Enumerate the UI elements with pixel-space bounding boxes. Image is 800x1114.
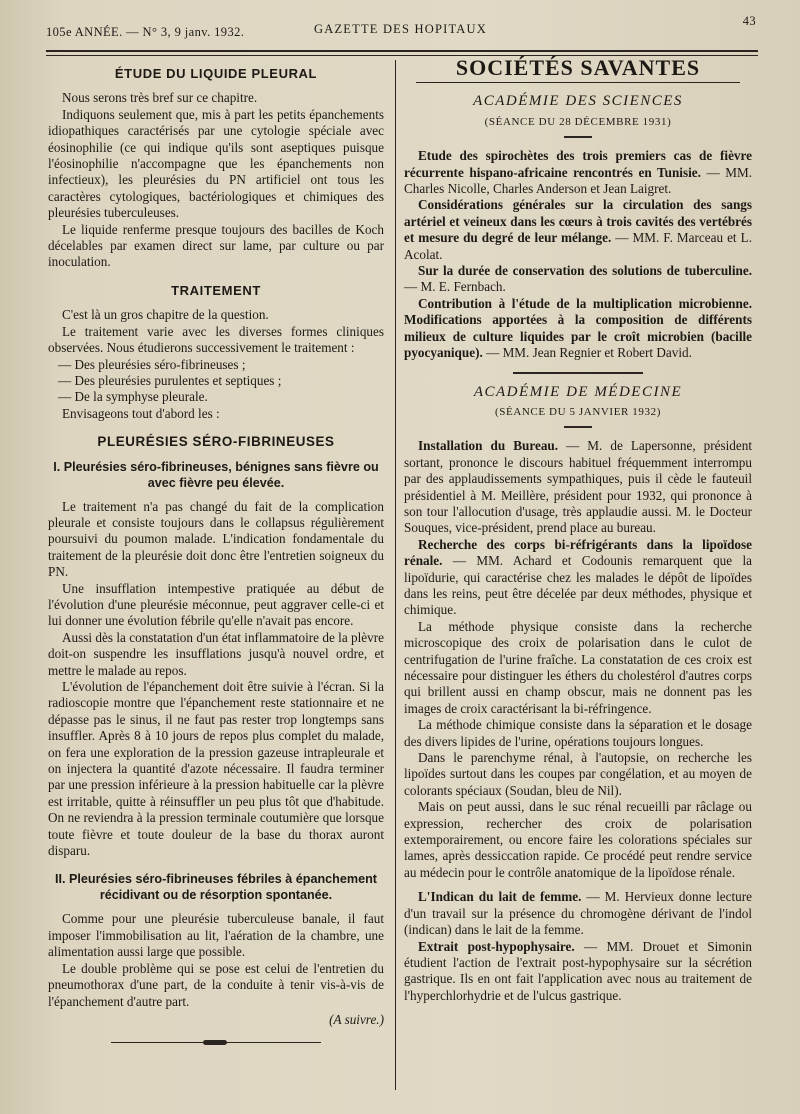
- societes-title: SOCIÉTÉS SAVANTES: [455, 55, 701, 80]
- paragraph: La méthode physique consiste dans la recherche microscopique des croix de polarisation dans le culot de centrifugation de l'urine fraîche. La constatation de ces croix est nécessaire pour distinguer les éthers du cholestérol d'autres corps qui brillent aussi en champ obscur, mais ne donnent pas les images de croix caractérisant la bi-réfringence.: [404, 618, 752, 716]
- left-column: [48, 60, 384, 1043]
- paragraph: Dans le parenchyme rénal, à l'autopsie, on recherche les lipoïdes surtout dans les coupes par congélation, et au moyen de colorants spéciaux (Soudan, bleu de Nil).: [404, 750, 752, 798]
- subsection-title-1: I. Pleurésies séro-fibrineuses, bénignes sans fièvre ou avec fièvre peu élevée.: [53, 459, 379, 490]
- entry-title: Etude des spirochètes des trois premiers cas de fièvre récurrente hispano-africaine rencontrés en Tunisie.: [404, 148, 752, 180]
- paragraph: L'évolution de l'épanchement doit être suivie à l'écran. Si la radioscopie montre que l'épanchement reste stationnaire et ne dépasse pas le sinus, il ne faut pas rester trop longtemps sans insuffler. Après 8 à 10 jours de repos plus complet du malade, on fera une exploration de la pression gazeuse intrapleurale et on injectera la quantité d'azote nécessaire. Il faudra terminer par une pression inférieure à la pression habituelle car la plèvre est irritable, quitte à réinsuffler un peu plus tôt que d'habitude. On ne reviendra à la pression terminale coutumière que lorsque toute fièvre et toute douleur de la base du thorax auront disparu.: [48, 679, 384, 859]
- entry-title: Installation du Bureau.: [418, 438, 559, 454]
- right-column: [404, 55, 752, 1004]
- report-entry: [404, 889, 752, 938]
- entry-body: — M. Hervieux donne lecture d'un travail sur la présence du chromogène dérivant de l'indol (indican) dans le lait de la femme.: [404, 889, 752, 938]
- report-entry: [404, 263, 752, 296]
- list-item: — De la symphyse pleurale.: [58, 389, 208, 405]
- treatment-list: [48, 357, 384, 406]
- session-date-1: (SÉANCE DU 28 DÉCEMBRE 1931): [484, 115, 672, 128]
- paragraph: Aussi dès la constatation d'un état inflammatoire de la plèvre doit-on suspendre les insufflations jusqu'à nouvel ordre, et mettre le malade au repos.: [48, 629, 384, 678]
- running-head: [46, 12, 756, 38]
- list-item: — Des pleurésies séro-fibrineuses ;: [58, 356, 246, 372]
- paragraph: Le liquide renferme presque toujours des bacilles de Koch décelables par examen direct sur lame, par culture ou par inoculation.: [48, 221, 384, 270]
- entry-title: L'Indican du lait de femme.: [418, 889, 582, 905]
- short-rule: [564, 136, 592, 138]
- paragraph: C'est là un gros chapitre de la question.: [62, 307, 269, 323]
- entry-title: Contribution à l'étude de la multiplication microbienne. Modifications apportées à la composition de différents milieux de culture liquides par le croît microbien (bacille pyocyanique).: [404, 295, 752, 361]
- report-entry: [404, 438, 752, 536]
- report-entry: [404, 296, 752, 362]
- report-entry: [404, 939, 752, 1005]
- entry-authors: — MM. Charles Nicolle, Charles Anderson et Jean Laigret.: [404, 164, 752, 197]
- issue-info: 105e ANNÉE. — N° 3, 9 janv. 1932.: [46, 25, 245, 39]
- entry-title: Sur la durée de conservation des solutions de tuberculine.: [418, 263, 752, 279]
- paragraph: Mais on peut aussi, dans le suc rénal recueilli par râclage ou expression, rechercher des croix de polarisation extemporairement, ou encore faire les colorations spéciales sur lames, après dessiccation rapide. Ce procédé peut rendre service au médecin pour le contrôle anatomique de la lipoïdose rénale.: [404, 799, 752, 880]
- report-entry: [404, 148, 752, 197]
- paragraph: Le traitement varie avec les diverses formes cliniques observées. Nous étudierons successivement le traitement :: [48, 323, 384, 356]
- entry-body: — M. de Lapersonne, président sortant, prononce le discours habituel fréquemment interrompu par des applaudissements sympathiques, puis il cède le fauteuil présidentiel à M. Meillère, président pour 1932, qui prononce à son tour l'allocution d'usage, très applaudie aussi. M. le Docteur Souques, vice-président, prend place au bureau.: [404, 438, 752, 536]
- column-divider: [395, 60, 396, 1090]
- subsection-title-2: II. Pleurésies séro-fibrineuses fébriles à épanchement récidivant ou de résorption spontanée.: [55, 872, 377, 903]
- section-title-traitement: TRAITEMENT: [171, 282, 261, 298]
- paragraph: Comme pour une pleurésie tuberculeuse banale, il faut imposer l'immobilisation au lit, l'aération de la chambre, une alimentation aussi large que possible.: [48, 911, 384, 960]
- end-ornament: [111, 1042, 321, 1043]
- journal-title: GAZETTE DES HOPITAUX: [314, 22, 487, 36]
- academy-medecine-heading: ACADÉMIE DE MÉDECINE: [473, 383, 683, 400]
- paragraph: Envisageons tout d'abord les :: [62, 405, 220, 421]
- entry-title: Extrait post-hypophysaire.: [418, 938, 575, 954]
- entry-authors: — MM. Jean Regnier et Robert David.: [482, 345, 692, 361]
- page-number: 43: [742, 14, 756, 28]
- continued-note: (A suivre.): [329, 1011, 384, 1027]
- section-title-sero: PLEURÉSIES SÉRO-FIBRINEUSES: [97, 434, 335, 450]
- section-title-liquide: ÉTUDE DU LIQUIDE PLEURAL: [114, 66, 318, 81]
- entry-authors: — M. E. Fernbach.: [404, 279, 506, 295]
- short-rule: [564, 426, 592, 428]
- entry-title: Recherche des corps bi-réfrigérants dans la lipoïdose rénale.: [404, 536, 752, 569]
- paragraph: Une insufflation intempestive pratiquée au début de l'évolution d'une pleurésie méconnue, peut aggraver celle-ci et lui donner une évolution fébrile qu'elle n'avait pas encore.: [48, 580, 384, 629]
- paragraph: La méthode chimique consiste dans la séparation et le dosage des divers lipides de l'urine, opérations toujours longues.: [404, 717, 752, 749]
- entry-title: Considérations générales sur la circulation des sangs artériel et veineux dans les cœurs à trois cavités des vertébrés et mesure du degré de leur mélange.: [404, 197, 752, 246]
- entry-body: — MM. Achard et Codounis remarquent que la lipoïdurie, qui caractérise chez les malades le dépôt de lipoïdes dans les reins, peut être décelée par deux méthodes, physique et chimique.: [404, 553, 752, 618]
- paragraph: Le double problème qui se pose est celui de l'entretien du pneumothorax d'une part, de la conduite à tenir vis-à-vis de l'épanchement d'autre part.: [48, 960, 384, 1009]
- section-rule: [513, 372, 643, 374]
- entry-body: — MM. Drouet et Simonin étudient l'action de l'extrait post-hypophysaire sur la sécrétion gastrique. Ils en ont fait l'application avec nous au traitement de l'hyperchlorhydrie et de l'ulcus gastrique.: [404, 938, 752, 1003]
- paragraph: Nous serons très bref sur ce chapitre.: [62, 90, 258, 106]
- paragraph: Indiquons seulement que, mis à part les petits épanchements idiopathiques caractérisés par une cytologie spéciale avec éosinophilie (ce qui indique qu'ils sont aseptiques puisque l'éosinophilie n'accompagne que les épanchements non infectieux), les pleurésies du PN artificiel ont tous les caractères cytologiques, bactériologiques et chimiques des pleurésies tuberculeuses.: [48, 106, 384, 221]
- entry-authors: — MM. F. Marceau et L. Acolat.: [404, 230, 752, 262]
- header-rule: [46, 50, 758, 52]
- list-item: — Des pleurésies purulentes et septiques ;: [58, 372, 282, 388]
- paragraph: Le traitement n'a pas changé du fait de la complication pleurale et consiste toujours dans le collapsus régulièrement poursuivi du poumon malade. L'indication fondamentale du traitement de la pleurésie doit donc être l'entretien soigneux du PN.: [48, 498, 384, 580]
- title-rule: [416, 82, 740, 83]
- report-entry: [404, 197, 752, 263]
- academy-sciences-heading: ACADÉMIE DES SCIENCES: [473, 93, 683, 110]
- report-entry: [404, 537, 752, 619]
- session-date-2: (SÉANCE DU 5 JANVIER 1932): [495, 405, 661, 418]
